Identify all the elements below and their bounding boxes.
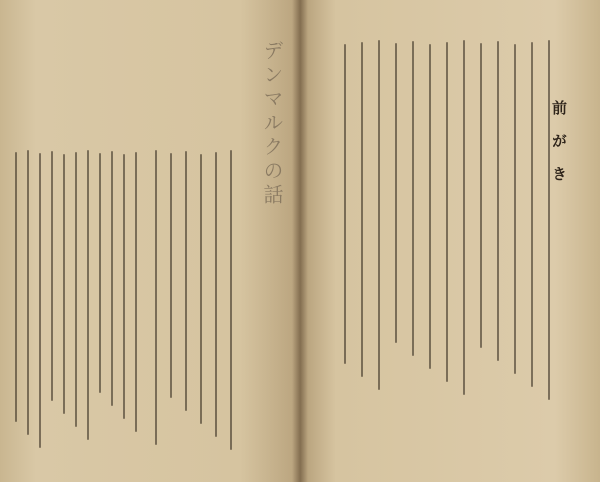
right-text-body bbox=[300, 0, 600, 482]
right-page bbox=[300, 0, 600, 482]
text-column bbox=[200, 154, 202, 424]
text-column bbox=[123, 154, 125, 419]
text-column bbox=[87, 150, 89, 440]
text-column bbox=[170, 153, 172, 398]
text-column bbox=[412, 41, 414, 356]
text-column bbox=[27, 150, 29, 435]
text-column bbox=[63, 154, 65, 414]
text-column bbox=[395, 43, 397, 343]
text-column bbox=[135, 152, 137, 432]
text-column bbox=[215, 152, 217, 437]
text-column bbox=[99, 153, 101, 393]
text-column bbox=[480, 43, 482, 348]
text-column bbox=[75, 152, 77, 427]
text-column bbox=[378, 40, 380, 390]
text-column bbox=[155, 150, 157, 445]
book-gutter bbox=[292, 0, 308, 482]
text-column bbox=[185, 151, 187, 411]
preface-title: 前がき bbox=[550, 100, 568, 199]
text-column bbox=[39, 153, 41, 448]
text-column bbox=[497, 41, 499, 361]
text-column bbox=[463, 40, 465, 395]
text-column bbox=[361, 42, 363, 377]
text-column bbox=[429, 44, 431, 369]
text-column bbox=[51, 151, 53, 401]
text-column bbox=[446, 42, 448, 382]
text-column bbox=[344, 44, 346, 364]
text-column bbox=[111, 151, 113, 406]
running-title: デンマルクの話 bbox=[260, 40, 284, 208]
text-column bbox=[548, 40, 550, 400]
text-column bbox=[15, 152, 17, 422]
text-column bbox=[514, 44, 516, 374]
text-column bbox=[230, 150, 232, 450]
text-column bbox=[531, 42, 533, 387]
